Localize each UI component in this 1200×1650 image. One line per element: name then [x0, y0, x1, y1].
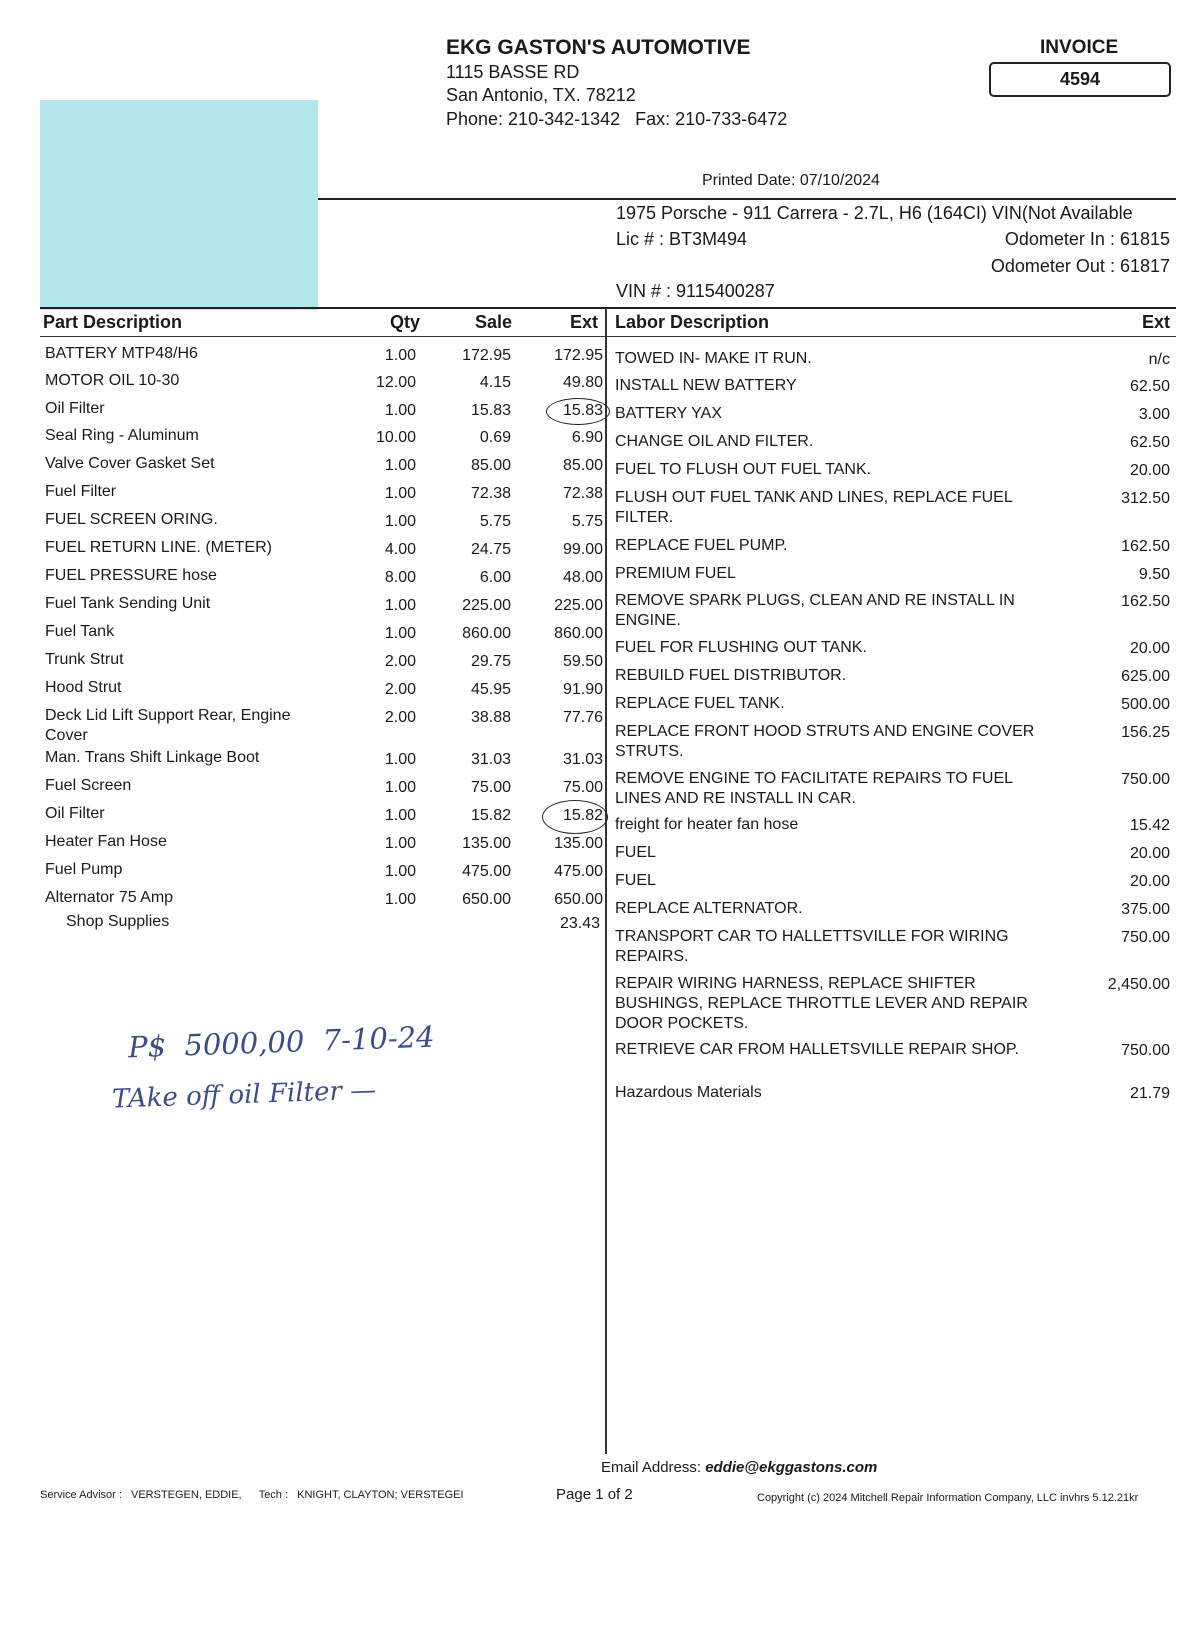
vehicle-license: Lic # : BT3M494 — [616, 229, 748, 249]
part-qty: 2.00 — [384, 709, 416, 726]
labor-ext: 15.42 — [1129, 817, 1170, 834]
part-description: Seal Ring - Aluminum — [45, 427, 199, 444]
tech: KNIGHT, CLAYTON; VERSTEGEI — [297, 1489, 464, 1501]
handwritten-circle — [546, 398, 610, 425]
labor-description: INSTALL NEW BATTERY — [615, 377, 797, 394]
part-ext: 650.00 — [554, 891, 603, 908]
part-qty: 1.00 — [384, 863, 416, 880]
shop-phone-fax: Phone: 210-342-1342 Fax: 210-733-6472 — [446, 109, 788, 129]
part-sale: 31.03 — [470, 751, 511, 768]
part-description: MOTOR OIL 10-30 — [45, 372, 180, 389]
parts-header-qty: Qty — [389, 312, 420, 332]
labor-ext: n/c — [1148, 351, 1170, 368]
part-sale: 172.95 — [462, 347, 511, 364]
part-description: Fuel Pump — [45, 861, 123, 878]
part-description: Oil Filter — [45, 805, 105, 822]
part-sale: 4.15 — [479, 374, 511, 391]
labor-description: REBUILD FUEL DISTRIBUTOR. — [615, 667, 847, 684]
tech-label: Tech : — [258, 1489, 289, 1501]
labor-ext: 156.25 — [1121, 724, 1170, 741]
part-description: Heater Fan Hose — [45, 833, 167, 850]
part-description: Trunk Strut — [45, 651, 124, 668]
part-sale: 6.00 — [479, 569, 511, 586]
labor-description: REPLACE FRONT HOOD STRUTS AND ENGINE COVER STRUTS. — [615, 723, 1035, 760]
labor-ext: 375.00 — [1121, 901, 1170, 918]
shop-address-2: San Antonio, TX. 78212 — [446, 85, 636, 105]
labor-description: CHANGE OIL AND FILTER. — [615, 433, 814, 450]
part-ext: 85.00 — [562, 457, 603, 474]
part-ext: 91.90 — [562, 681, 603, 698]
email-address: eddie@ekggastons.com — [705, 1459, 878, 1476]
part-qty: 1.00 — [384, 625, 416, 642]
part-qty: 2.00 — [384, 653, 416, 670]
part-qty: 1.00 — [384, 751, 416, 768]
part-ext: 31.03 — [562, 751, 603, 768]
labor-ext: 162.50 — [1121, 538, 1170, 555]
part-description: Hood Strut — [45, 679, 122, 696]
handwritten-payment-note: P$ 5000,00 7-10-24 — [127, 1019, 436, 1065]
labor-description: Hazardous Materials — [615, 1084, 762, 1101]
part-sale: 38.88 — [470, 709, 511, 726]
service-advisor: VERSTEGEN, EDDIE, — [130, 1489, 242, 1501]
part-qty: 1.00 — [384, 457, 416, 474]
part-qty: 8.00 — [384, 569, 416, 586]
labor-description: FLUSH OUT FUEL TANK AND LINES, REPLACE FUEL FILTER. — [615, 489, 1013, 526]
part-sale: 24.75 — [470, 541, 511, 558]
labor-ext: 162.50 — [1121, 593, 1170, 610]
handwritten-oil-filter-note: TAke off oil Filter — — [111, 1075, 377, 1115]
labor-description: FUEL TO FLUSH OUT FUEL TANK. — [615, 461, 872, 478]
labor-description: REMOVE SPARK PLUGS, CLEAN AND RE INSTALL IN ENGINE. — [615, 592, 1015, 629]
header-underline — [40, 336, 1176, 337]
copyright: Copyright (c) 2024 Mitchell Repair Information Company, LLC invhrs 5.12.21kr — [757, 1492, 1139, 1504]
labor-ext: 312.50 — [1121, 490, 1170, 507]
email-line — [601, 1459, 877, 1476]
part-ext: 172.95 — [554, 347, 603, 364]
odometer-out: Odometer Out : 61817 — [990, 256, 1170, 276]
labor-ext: 21.79 — [1129, 1085, 1170, 1102]
labor-ext: 20.00 — [1129, 845, 1170, 862]
shop-address-1: 1115 BASSE RD — [446, 62, 580, 82]
part-qty: 12.00 — [375, 374, 416, 391]
labor-ext: 20.00 — [1129, 873, 1170, 890]
part-sale: 860.00 — [462, 625, 511, 642]
labor-ext: 750.00 — [1121, 929, 1170, 946]
part-qty: 1.00 — [384, 779, 416, 796]
parts-header-ext: Ext — [569, 312, 598, 332]
part-qty: 1.00 — [384, 597, 416, 614]
part-ext: 5.75 — [571, 513, 603, 530]
part-ext: 48.00 — [562, 569, 603, 586]
shop-supplies-label: Shop Supplies — [66, 913, 170, 930]
part-ext: 72.38 — [562, 485, 603, 502]
labor-ext: 20.00 — [1129, 462, 1170, 479]
odometer-in: Odometer In : 61815 — [1004, 229, 1170, 249]
labor-header-ext: Ext — [1141, 312, 1170, 332]
labor-ext: 2,450.00 — [1107, 976, 1170, 993]
part-sale: 475.00 — [462, 863, 511, 880]
header-rule — [40, 307, 1176, 309]
part-sale: 135.00 — [462, 835, 511, 852]
labor-ext: 62.50 — [1129, 434, 1170, 451]
printed-date: Printed Date: 07/10/2024 — [702, 172, 880, 189]
part-description: Fuel Screen — [45, 777, 132, 794]
part-ext: 15.82 — [562, 807, 603, 824]
part-ext: 59.50 — [562, 653, 603, 670]
labor-description: REMOVE ENGINE TO FACILITATE REPAIRS TO FUEL LINES AND RE INSTALL IN CAR. — [615, 770, 1013, 807]
part-qty: 1.00 — [384, 513, 416, 530]
parts-header-desc: Part Description — [43, 312, 183, 332]
part-description-cont: Cover — [45, 727, 88, 744]
part-description: Fuel Filter — [45, 483, 117, 500]
vehicle-description: 1975 Porsche - 911 Carrera - 2.7L, H6 (164CI) VIN(Not Available — [616, 203, 1133, 223]
part-ext: 75.00 — [562, 779, 603, 796]
labor-description: REPLACE FUEL TANK. — [615, 695, 785, 712]
part-description: Man. Trans Shift Linkage Boot — [45, 749, 260, 766]
shop-name: EKG GASTON'S AUTOMOTIVE — [446, 36, 751, 59]
labor-ext: 750.00 — [1121, 1042, 1170, 1059]
labor-ext: 3.00 — [1138, 406, 1170, 423]
labor-description: REPLACE FUEL PUMP. — [615, 537, 788, 554]
part-qty: 1.00 — [384, 891, 416, 908]
labor-ext: 750.00 — [1121, 771, 1170, 788]
invoice-number: 4594 — [989, 62, 1171, 97]
divider — [318, 198, 1176, 200]
service-advisor-line — [40, 1489, 464, 1501]
page-number: Page 1 of 2 — [556, 1486, 633, 1503]
part-qty: 1.00 — [384, 402, 416, 419]
part-qty: 1.00 — [384, 485, 416, 502]
part-qty: 1.00 — [384, 835, 416, 852]
column-divider — [605, 308, 607, 1454]
part-ext: 135.00 — [554, 835, 603, 852]
part-ext: 77.76 — [562, 709, 603, 726]
part-description: FUEL PRESSURE hose — [45, 567, 217, 584]
part-sale: 650.00 — [462, 891, 511, 908]
part-ext: 15.83 — [562, 402, 603, 419]
part-sale: 45.95 — [470, 681, 511, 698]
labor-description: TRANSPORT CAR TO HALLETTSVILLE FOR WIRING REPAIRS. — [615, 928, 1009, 965]
part-description: FUEL RETURN LINE. (METER) — [45, 539, 272, 556]
part-sale: 72.38 — [470, 485, 511, 502]
part-description: BATTERY MTP48/H6 — [45, 345, 198, 362]
part-sale: 0.69 — [479, 429, 511, 446]
part-ext: 49.80 — [562, 374, 603, 391]
email-label: Email Address: — [601, 1459, 702, 1476]
part-qty: 1.00 — [384, 347, 416, 364]
part-qty: 1.00 — [384, 807, 416, 824]
redacted-customer-block — [40, 100, 318, 310]
part-ext: 6.90 — [571, 429, 603, 446]
part-sale: 75.00 — [470, 779, 511, 796]
handwritten-circle — [542, 800, 608, 834]
labor-description: FUEL FOR FLUSHING OUT TANK. — [615, 639, 867, 656]
labor-description: PREMIUM FUEL — [615, 565, 736, 582]
labor-description: freight for heater fan hose — [615, 816, 799, 833]
labor-ext: 62.50 — [1129, 378, 1170, 395]
part-sale: 15.83 — [470, 402, 511, 419]
shop-supplies-ext: 23.43 — [559, 915, 600, 932]
part-qty: 4.00 — [384, 541, 416, 558]
labor-ext: 625.00 — [1121, 668, 1170, 685]
part-description: Fuel Tank Sending Unit — [45, 595, 211, 612]
labor-description: REPLACE ALTERNATOR. — [615, 900, 803, 917]
part-sale: 15.82 — [470, 807, 511, 824]
labor-header-desc: Labor Description — [615, 312, 770, 332]
labor-description: FUEL — [615, 872, 656, 889]
part-description: Alternator 75 Amp — [45, 889, 174, 906]
part-sale: 225.00 — [462, 597, 511, 614]
labor-description: FUEL — [615, 844, 656, 861]
part-description: Fuel Tank — [45, 623, 115, 640]
part-description: Deck Lid Lift Support Rear, Engine — [45, 707, 291, 724]
service-advisor-label: Service Advisor : — [40, 1489, 122, 1501]
part-qty: 10.00 — [375, 429, 416, 446]
part-ext: 225.00 — [554, 597, 603, 614]
invoice-label: INVOICE — [1040, 37, 1119, 58]
labor-description: TOWED IN- MAKE IT RUN. — [615, 350, 812, 367]
part-qty: 2.00 — [384, 681, 416, 698]
part-description: FUEL SCREEN ORING. — [45, 511, 218, 528]
part-ext: 99.00 — [562, 541, 603, 558]
part-description: Oil Filter — [45, 400, 105, 417]
part-description: Valve Cover Gasket Set — [45, 455, 215, 472]
part-ext: 475.00 — [554, 863, 603, 880]
vehicle-vin: VIN # : 9115400287 — [616, 281, 775, 301]
part-ext: 860.00 — [554, 625, 603, 642]
part-sale: 85.00 — [470, 457, 511, 474]
parts-header-sale: Sale — [474, 312, 512, 332]
labor-description: RETRIEVE CAR FROM HALLETSVILLE REPAIR SHOP. — [615, 1041, 1019, 1058]
labor-ext: 500.00 — [1121, 696, 1170, 713]
part-sale: 29.75 — [470, 653, 511, 670]
labor-description: REPAIR WIRING HARNESS, REPLACE SHIFTER BUSHINGS, REPLACE THROTTLE LEVER AND REPAIR DOOR POCKETS. — [615, 975, 1028, 1032]
labor-ext: 9.50 — [1138, 566, 1170, 583]
part-sale: 5.75 — [479, 513, 511, 530]
labor-ext: 20.00 — [1129, 640, 1170, 657]
labor-description: BATTERY YAX — [615, 405, 723, 422]
